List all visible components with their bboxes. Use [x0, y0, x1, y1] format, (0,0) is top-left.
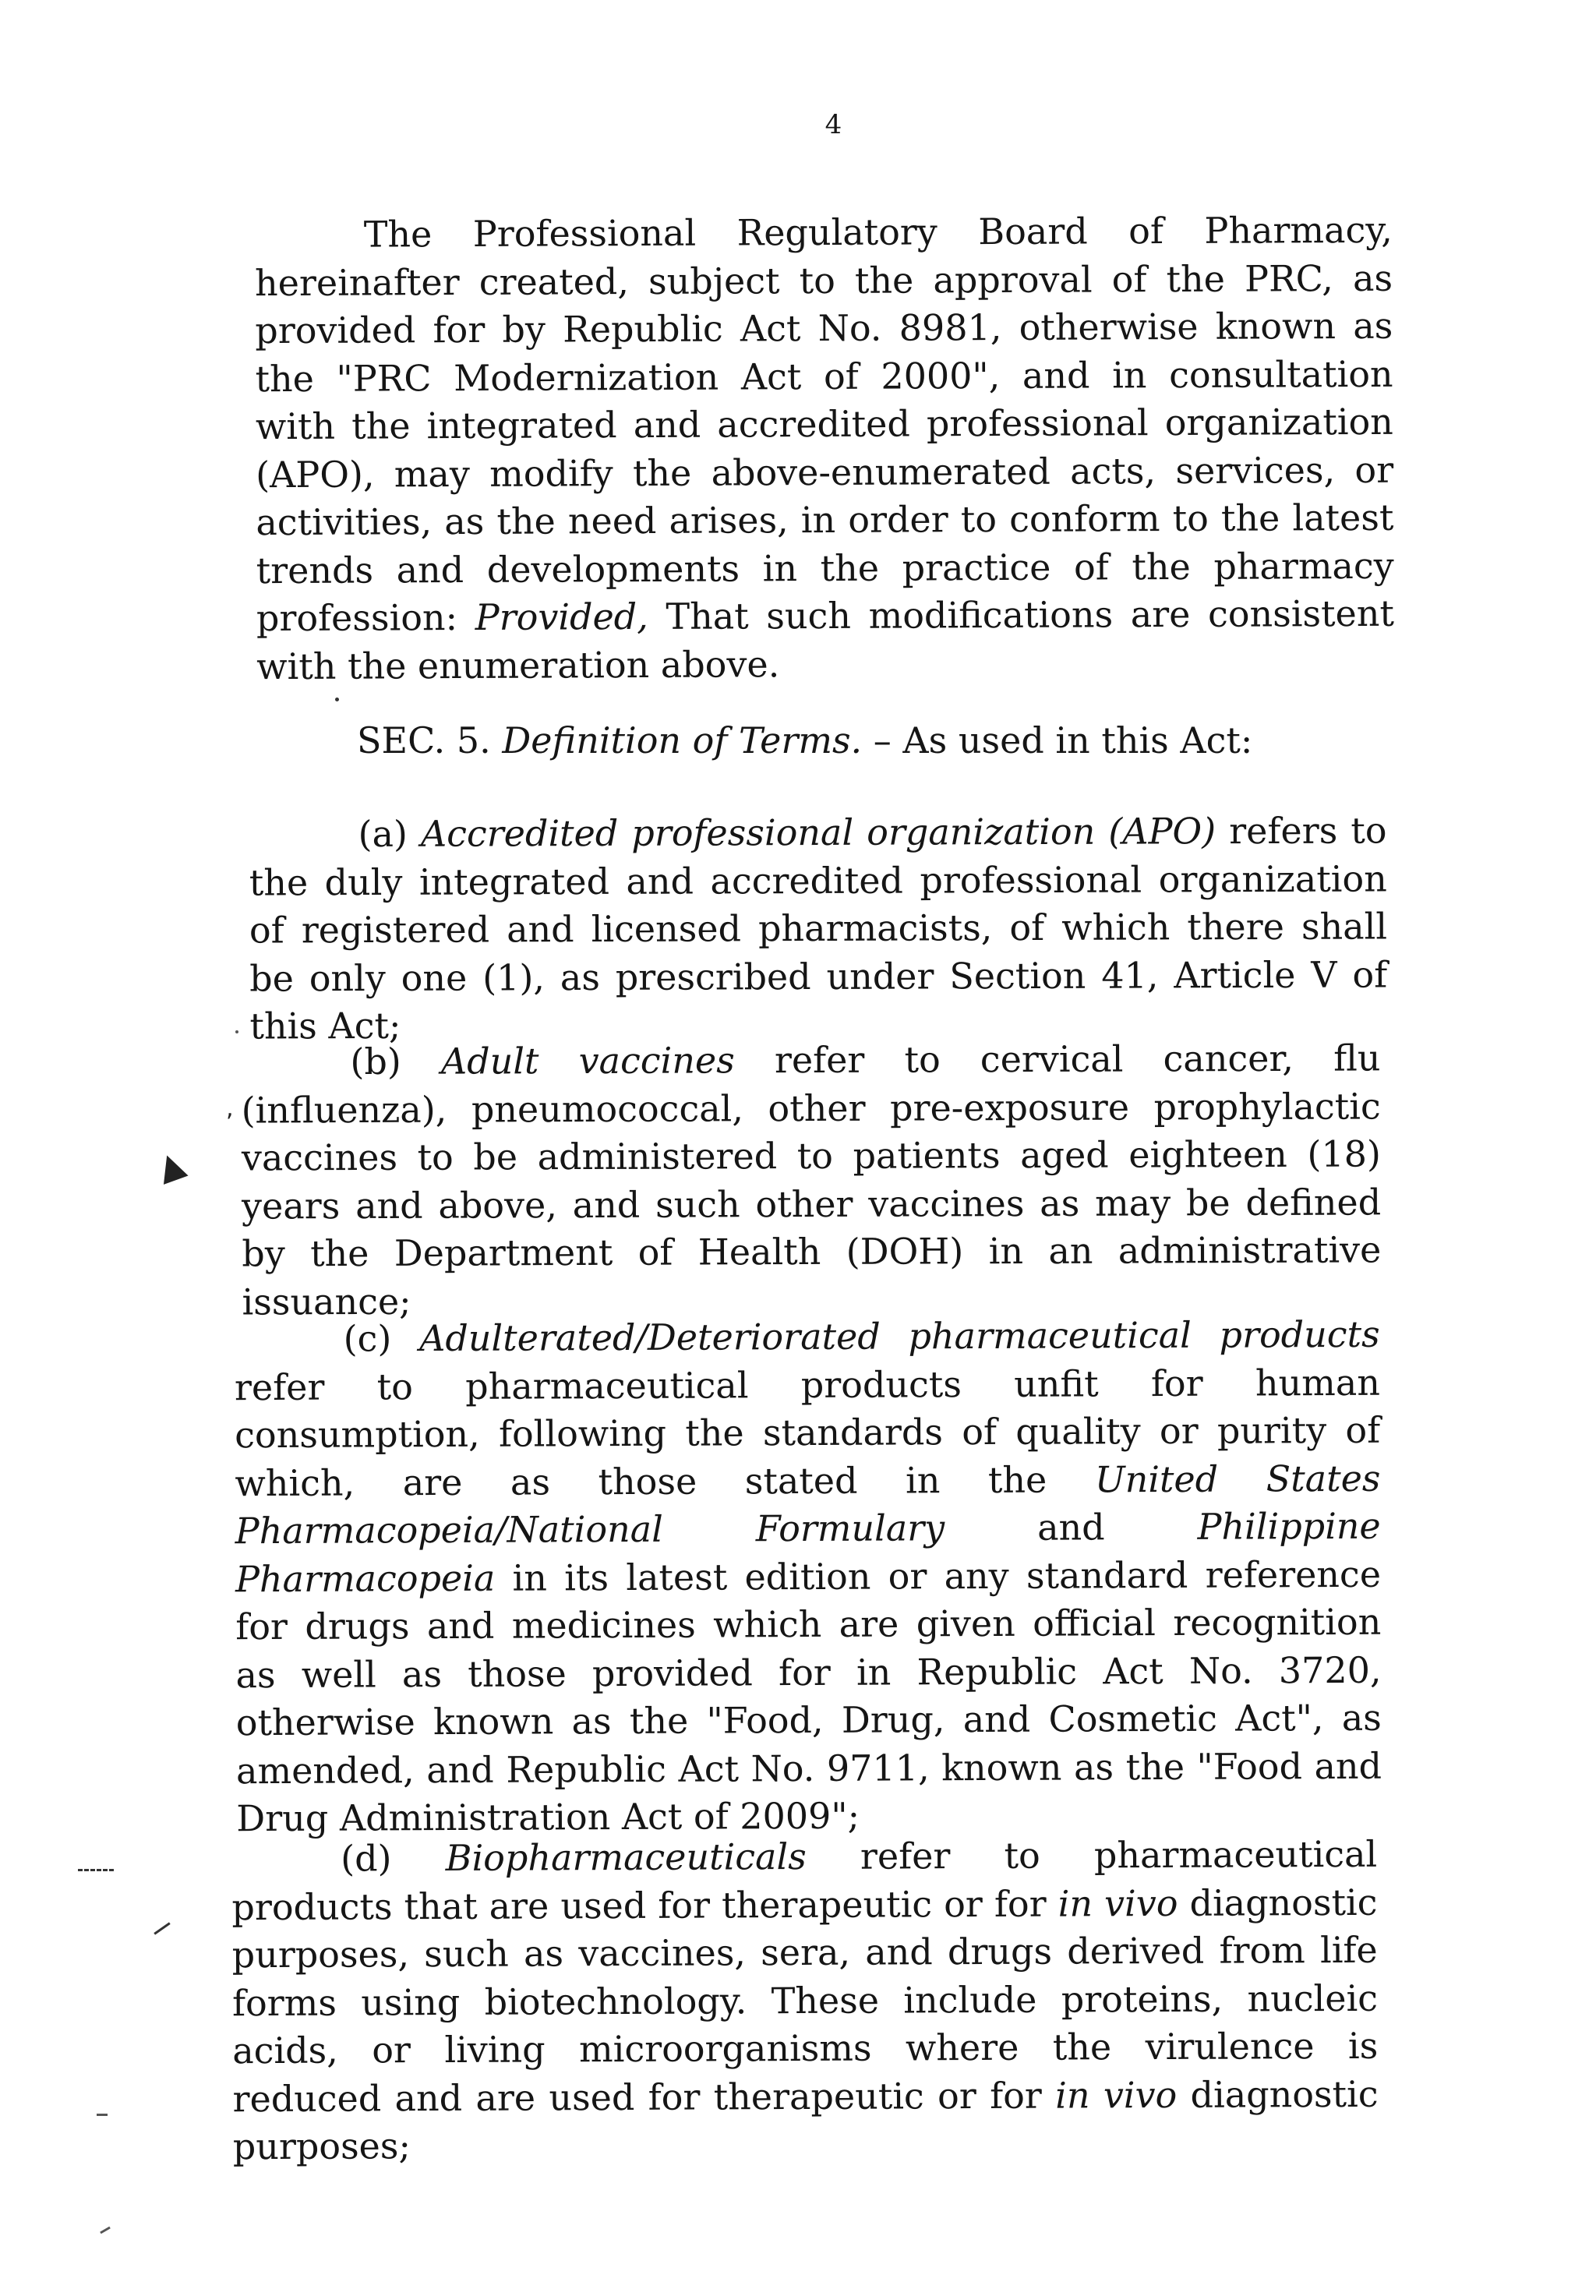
section-heading	[357, 717, 1393, 765]
definition-c-letter: (c)	[343, 1317, 392, 1360]
margin-slash-mark	[100, 2227, 111, 2234]
margin-dash-mark	[78, 1869, 114, 1874]
margin-star-mark: ▲	[151, 1142, 190, 1189]
definition-c	[235, 1311, 1382, 1843]
section-title: Definition of Terms.	[502, 719, 863, 761]
scan-speck	[235, 1030, 238, 1033]
page-number: 4	[824, 109, 843, 140]
definition-c-ref2: Philippine Pharmacopeia	[235, 1504, 1381, 1600]
intro-proviso: Provided,	[475, 595, 648, 638]
definition-b-letter: (b)	[350, 1040, 401, 1083]
definition-c-text1: refer to pharmaceutical products unfit for human consumption, following the standards of quality or purity of which, are as those stated in the	[234, 1361, 1381, 1504]
definition-d-invivo1: in vivo	[1058, 1881, 1178, 1925]
definition-c-text2: in its latest edition or any standard reference for drugs and medicines which are given official recognition as well as those provided for in Republic Act No. 3720, otherwise known as the "Food, Drug, and Cosmetic Act", as amended, and Republic Act No. 9711, known as the "Food and Drug Administration Act of 2009";	[235, 1552, 1382, 1840]
definition-d-text2: diagnostic purposes, such as vaccines, sera, and drugs derived from life forms using biotechnology. These include proteins, nucleic acids, or living microorganisms where the virulence is reduced and are used for therapeutic or for	[231, 1881, 1379, 2120]
margin-dash-mark	[97, 2114, 108, 2116]
definition-c-ref1: United States Pharmacopeia/National Formulary	[235, 1457, 1381, 1552]
indent	[255, 247, 364, 248]
definition-c-term: Adulterated/Deteriorated pharmaceutical products	[419, 1312, 1380, 1360]
definition-d-text1: refer to pharmaceutical products that are used for therapeutic or for	[231, 1832, 1378, 1928]
definition-a-letter: (a)	[358, 812, 408, 856]
definition-c-and: and	[945, 1505, 1198, 1549]
margin-slash-mark	[154, 1922, 170, 1934]
definition-d-text3: diagnostic purposes;	[232, 2072, 1379, 2168]
margin-tick-mark: ,	[226, 1095, 234, 1122]
intro-text-before: The Professional Regulatory Board of Pharmacy, hereinafter created, subject to the approval of the PRC, as provided for by Republic Act No. 8981, otherwise known as the "PRC Modernization Act of 2000", and in consultation with the integrated and accredited professional organization (APO), may modify the above-enumerated acts, services, or activities, as the need arises, in order to conform to the latest trends and developments in the practice of the pharmacy profession:	[254, 208, 1394, 640]
definition-b	[241, 1034, 1381, 1326]
definition-d	[231, 1831, 1379, 2171]
scan-speck	[335, 698, 339, 701]
section-number: SEC. 5.	[357, 719, 491, 761]
definition-b-term: Adult vaccines	[440, 1039, 735, 1083]
definition-b-text: refer to cervical cancer, flu (influenza), pneumococcal, other pre-exposure prophylactic vaccines to be administered to patients aged eighteen (18) years and above, and such other vaccines as may be defined by the Department of Health (DOH) in an administrative issuance;	[241, 1037, 1382, 1323]
section-lead: – As used in this Act:	[862, 719, 1253, 761]
intro-text-after: That such modifications are consistent with the enumeration above.	[256, 592, 1395, 687]
definition-a	[249, 807, 1387, 1051]
intro-paragraph	[255, 207, 1395, 691]
indent	[235, 1351, 344, 1352]
definition-a-text: refers to the duly integrated and accredited professional organization of registered and licensed pharmacists, of which there shall be only one (1), as prescribed under Section 41, Article V of this Act;	[249, 809, 1388, 1047]
definition-d-term: Biopharmaceuticals	[445, 1835, 807, 1880]
definition-a-term: Accredited professional organization (APO)	[420, 810, 1216, 855]
definition-d-letter: (d)	[341, 1837, 392, 1880]
definition-d-invivo2: in vivo	[1055, 2073, 1178, 2117]
indent	[231, 1871, 341, 1872]
